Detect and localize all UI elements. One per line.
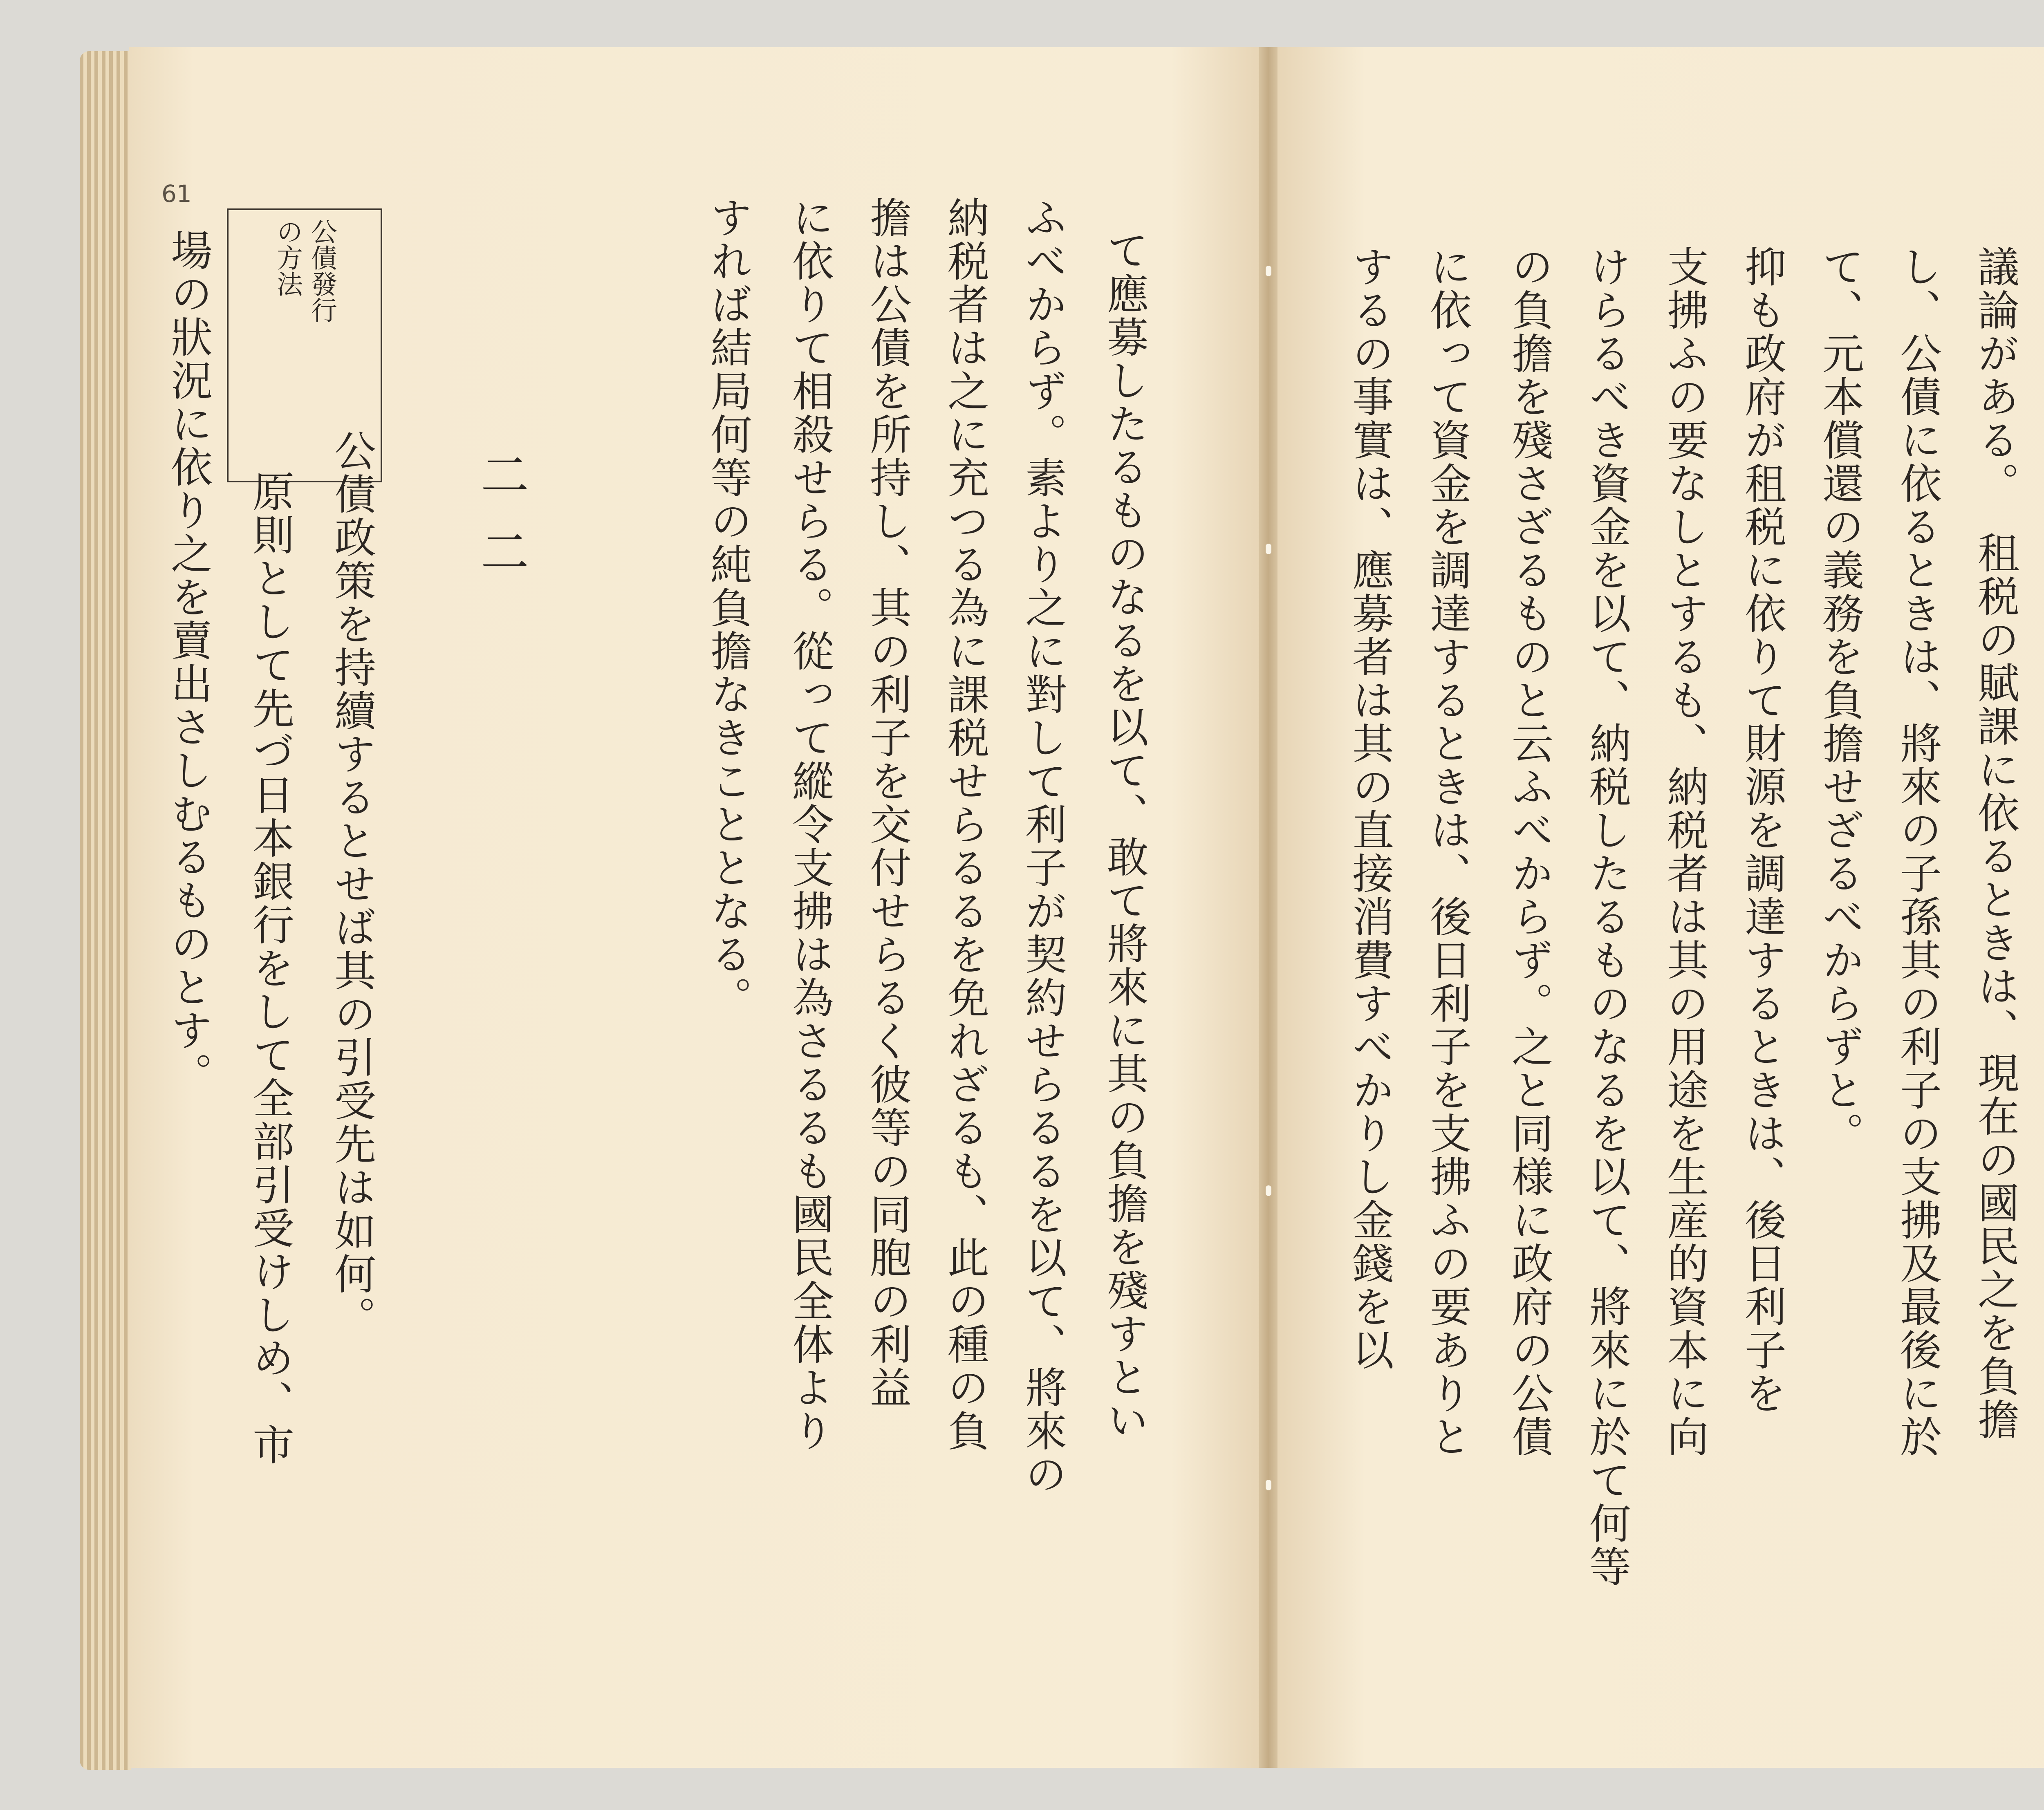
text-column: 支拂ふの要なしとするも、納税者は其の用途を生産的資本に向 — [1660, 245, 1709, 1458]
text-column: に依りて相殺せらる。從って縱令支拂は為さるるも國民全体より — [785, 196, 834, 1453]
text-column: の負擔を殘さざるものと云ふべからず。之と同様に政府の公債 — [1505, 245, 1553, 1458]
text-column: 場の狀況に依り之を賣出さしむるものとす。 — [164, 229, 213, 1095]
text-column: て應募したるものなるを以て、敢て將來に其の負擔を殘すとい — [1100, 229, 1149, 1442]
binding-stitch — [1266, 544, 1271, 554]
text-column: て、元本償還の義務を負擔せざるべからずと。 — [1815, 245, 1864, 1155]
text-column: するの事實は、應募者は其の直接消費すべかりし金錢を以 — [1345, 245, 1394, 1372]
text-column: けらるべき資金を以て、納税したるものなるを以て、將來に於て何等 — [1582, 245, 1631, 1588]
text-column: 原則として先づ日本銀行をして全部引受けしめ、市 — [246, 470, 294, 1467]
text-column: 租税の賦課に依るときは、現在の國民之を負擔 — [1971, 531, 2019, 1441]
page-number-left: 61 — [161, 180, 192, 208]
margin-note-line: の方法 — [272, 218, 303, 297]
binding-stitch — [1266, 266, 1271, 276]
margin-note-line: 公債發行 — [307, 218, 337, 323]
text-column: ふべからず。素より之に對して利子が契約せらるるを以て、將來の — [1018, 196, 1067, 1496]
page-edges-left — [80, 51, 131, 1770]
text-column: 擔は公債を所持し、其の利子を交付せらるく彼等の同胞の利益 — [863, 196, 912, 1409]
text-column: 納税者は之に充つる為に課税せらるるを免れざるも、此の種の負 — [941, 196, 989, 1453]
text-column: 議論がある。 — [1971, 245, 2019, 505]
binding-stitch — [1266, 1480, 1271, 1490]
book-gutter — [1259, 47, 1278, 1768]
section-heading-left: 二二 — [473, 450, 529, 603]
text-column: 抑も政府が租税に依りて財源を調達するときは、後日利子を — [1738, 245, 1786, 1415]
text-column: すれば結局何等の純負擔なきこととなる。 — [704, 196, 752, 1019]
binding-stitch — [1266, 1185, 1271, 1196]
text-column: に依って資金を調達するときは、後日利子を支拂ふの要ありと — [1423, 245, 1472, 1458]
text-column: し、公債に依るときは、將來の子孫其の利子の支拂及最後に於 — [1893, 245, 1942, 1458]
text-column: 公債政策を持續するとせば其の引受先は如何。 — [327, 429, 376, 1339]
